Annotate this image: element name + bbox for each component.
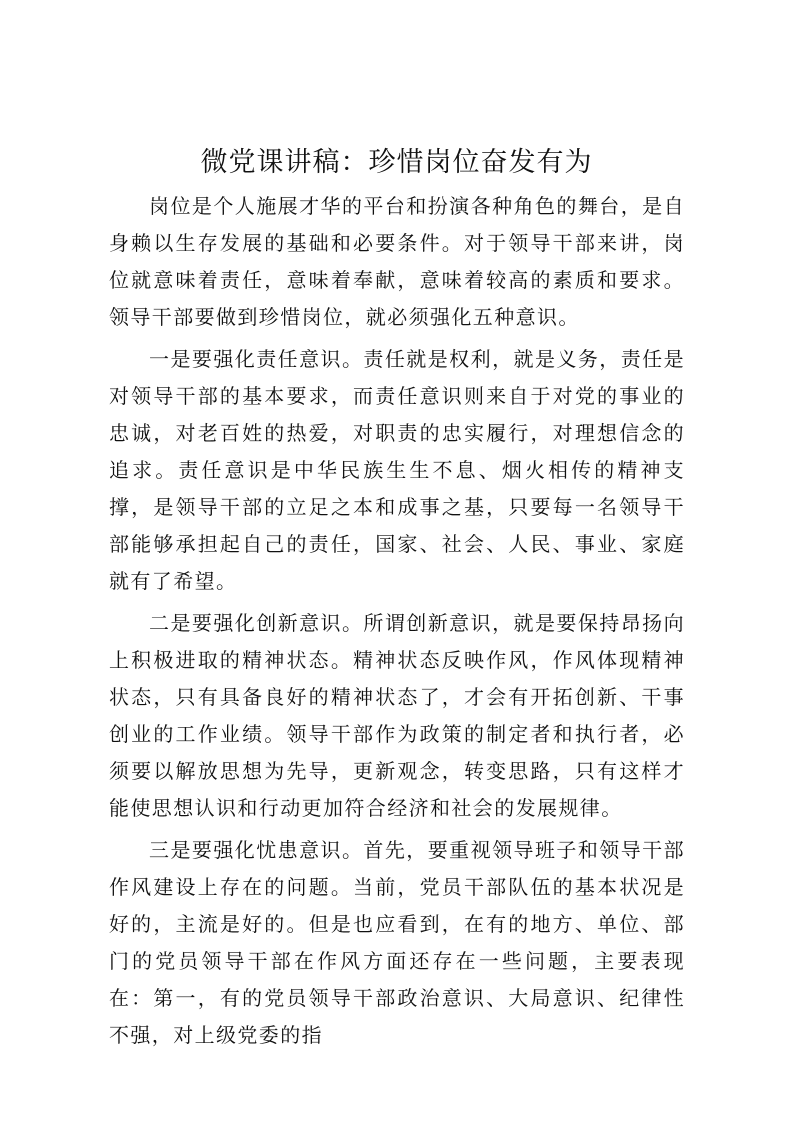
- paragraph-innovation: 二是要强化创新意识。所谓创新意识，就是要保持昂扬向上积极进取的精神状态。精神状态反映作风，作风体现精神状态，只有具备良好的精神状态了，才会有开拓创新、干事创业的工作业绩。领导干部作为政策的制定者和执行者，必须要以解放思想为先导，更新观念，转变思路，只有这样才能使思想认识和行动更加符合经济和社会的发展规律。: [109, 611, 685, 820]
- paragraph-vigilance: 三是要强化忧患意识。首先，要重视领导班子和领导干部作风建设上存在的问题。当前，党员干部队伍的基本状况是好的，主流是好的。但是也应看到，在有的地方、单位、部门的党员领导干部在作风方面还存在一些问题，主要表现在：第一，有的党员领导干部政治意识、大局意识、纪律性不强，对上级党委的指: [109, 838, 685, 1047]
- paragraph-responsibility: 一是要强化责任意识。责任就是权利，就是义务，责任是对领导干部的基本要求，而责任意识则来自于对党的事业的忠诚，对老百姓的热爱，对职责的忠实履行，对理想信念的追求。责任意识是中华民族生生不息、烟火相传的精神支撑，是领导干部的立足之本和成事之基，只要每一名领导干部能够承担起自己的责任，国家、社会、人民、事业、家庭就有了希望。: [109, 347, 685, 593]
- page-title: 微党课讲稿：珍惜岗位奋发有为: [200, 147, 593, 178]
- document-body: [109, 188, 685, 1054]
- paragraph-intro: 岗位是个人施展才华的平台和扮演各种角色的舞台，是自身赖以生存发展的基础和必要条件。对于领导干部来讲，岗位就意味着责任，意味着奉献，意味着较高的素质和要求。领导干部要做到珍惜岗位，就必须强化五种意识。: [109, 194, 685, 329]
